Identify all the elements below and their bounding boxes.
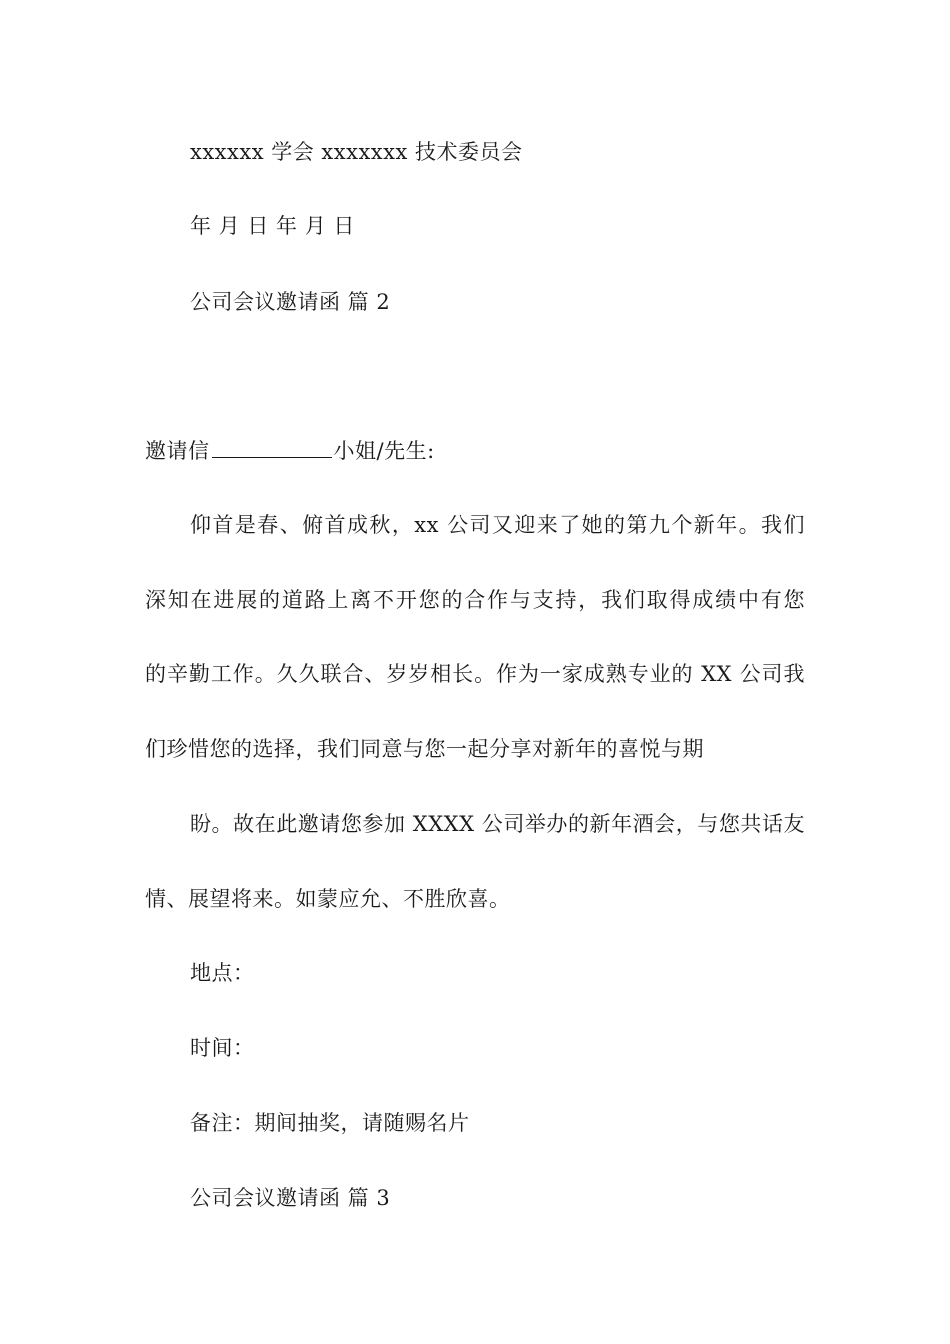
section-heading-2: 公司会议邀请函 篇 2: [190, 290, 391, 314]
body-line-4: 们珍惜您的选择，我们同意与您一起分享对新年的喜悦与期: [145, 737, 704, 761]
body-line-1: 仰首是春、俯首成秋，xx 公司又迎来了她的第九个新年。我们: [190, 513, 805, 537]
name-blank-line: [212, 437, 332, 458]
note-line: 备注：期间抽奖，请随赐名片: [190, 1111, 470, 1135]
location-label: 地点：: [190, 961, 255, 985]
time-label: 时间：: [190, 1036, 255, 1060]
body-line-6: 情、展望将来。如蒙应允、不胜欣喜。: [145, 887, 511, 911]
signature-organization: xxxxxx 学会 xxxxxxx 技术委员会: [190, 140, 523, 164]
date-line: 年 月 日 年 月 日: [190, 214, 355, 238]
section-heading-3: 公司会议邀请函 篇 3: [190, 1186, 391, 1210]
body-line-3: 的辛勤工作。久久联合、岁岁相长。作为一家成熟专业的 XX 公司我: [145, 662, 805, 686]
body-line-5: 盼。故在此邀请您参加 XXXX 公司举办的新年酒会，与您共话友: [190, 812, 805, 836]
salutation: [145, 436, 435, 466]
body-line-2: 深知在进展的道路上离不开您的合作与支持，我们取得成绩中有您: [145, 588, 805, 612]
salutation-prefix: 邀请信: [145, 439, 210, 463]
salutation-suffix: 小姐/先生:: [333, 439, 435, 463]
